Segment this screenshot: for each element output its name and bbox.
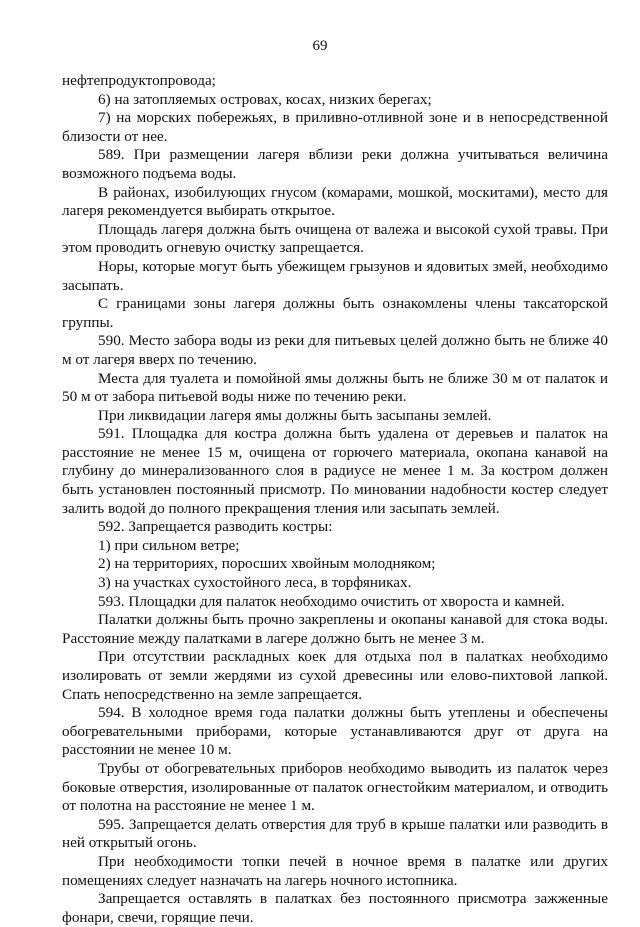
paragraph: Палатки должны быть прочно закреплены и окопаны канавой для стока воды. Расстояние между палатками в лагере должно быть не менее 3 м. [62,611,608,647]
paragraph: 592. Запрещается разводить костры: [98,518,333,536]
paragraph: 589. При размещении лагеря вблизи реки должна учитываться величина возможного подъема воды. [62,146,608,182]
paragraph: 595. Запрещается делать отверстия для труб в крыше палатки или разводить в ней открытый огонь. [62,815,608,852]
paragraph: В районах, изобилующих гнусом (комарами, мошкой, москитами), место для лагеря рекомендуется выбирать открытое. [62,183,608,220]
paragraph: Норы, которые могут быть убежищем грызунов и ядовитых змей, необходимо засыпать. [62,257,608,294]
page-number: 69 [312,38,328,54]
paragraph: 591. Площадка для костра должна быть удалена от деревьев и палаток на расстояние не менее 15 м, очищена от горючего материала, окопана канавой на глубину до минерализованного слоя в радиусе не менее 1 м. За костром должен быть установлен постоянный присмотр. По миновании надобности костер следует залить водой до полного прекращения тления или засыпать землей. [62,425,608,517]
paragraph: При необходимости топки печей в ночное время в палатке или других помещениях следует назначать на лагерь ночного истопника. [62,852,608,889]
paragraph: 7) на морских побережьях, в приливно-отливной зоне и в непосредственной близости от нее. [62,109,608,145]
paragraph: нефтепродуктопровода; [62,72,216,89]
paragraph: 6) на затопляемых островах, косах, низких берегах; [98,90,432,108]
paragraph: 2) на территориях, поросших хвойным молодняком; [98,555,436,573]
paragraph: Места для туалета и помойной ямы должны быть не ближе 30 м от палаток и 50 м от забора питьевой воды ниже по течению реки. [62,369,608,406]
paragraph: С границами зоны лагеря должны быть ознакомлены члены таксаторской группы. [62,295,608,331]
paragraph: 594. В холодное время года палатки должны быть утеплены и обеспечены обогревательными приборами, которые устанавливаются друг от друга на расстоянии не менее 10 м. [62,704,608,759]
paragraph: 3) на участках сухостойного леса, в торфяниках. [98,574,412,592]
paragraph: 1) при сильном ветре; [98,536,240,554]
paragraph: 590. Место забора воды из реки для питьевых целей должно быть не ближе 40 м от лагеря вверх по течению. [62,332,608,368]
paragraph: 593. Площадки для палаток необходимо очистить от хвороста и камней. [98,592,565,610]
paragraph: Запрещается оставлять в палатках без постоянного присмотра зажженные фонари, свечи, горящие печи. [62,890,608,926]
paragraph: При отсутствии раскладных коек для отдыха пол в палатках необходимо изолировать от земли жердями из сухой древесины или елово-пихтовой лапкой. Спать непосредственно на земле запрещается. [62,648,608,703]
document-body [62,72,608,927]
paragraph: Трубы от обогревательных приборов необходимо выводить из палаток через боковые отверстия, изолированные от палаток огнестойким материалом, и отводить от полотна на расстояние не менее 1 м. [62,759,608,815]
paragraph: При ликвидации лагеря ямы должны быть засыпаны землей. [98,406,492,424]
paragraph: Площадь лагеря должна быть очищена от валежа и высокой сухой травы. При этом проводить огневую очистку запрещается. [62,220,608,257]
